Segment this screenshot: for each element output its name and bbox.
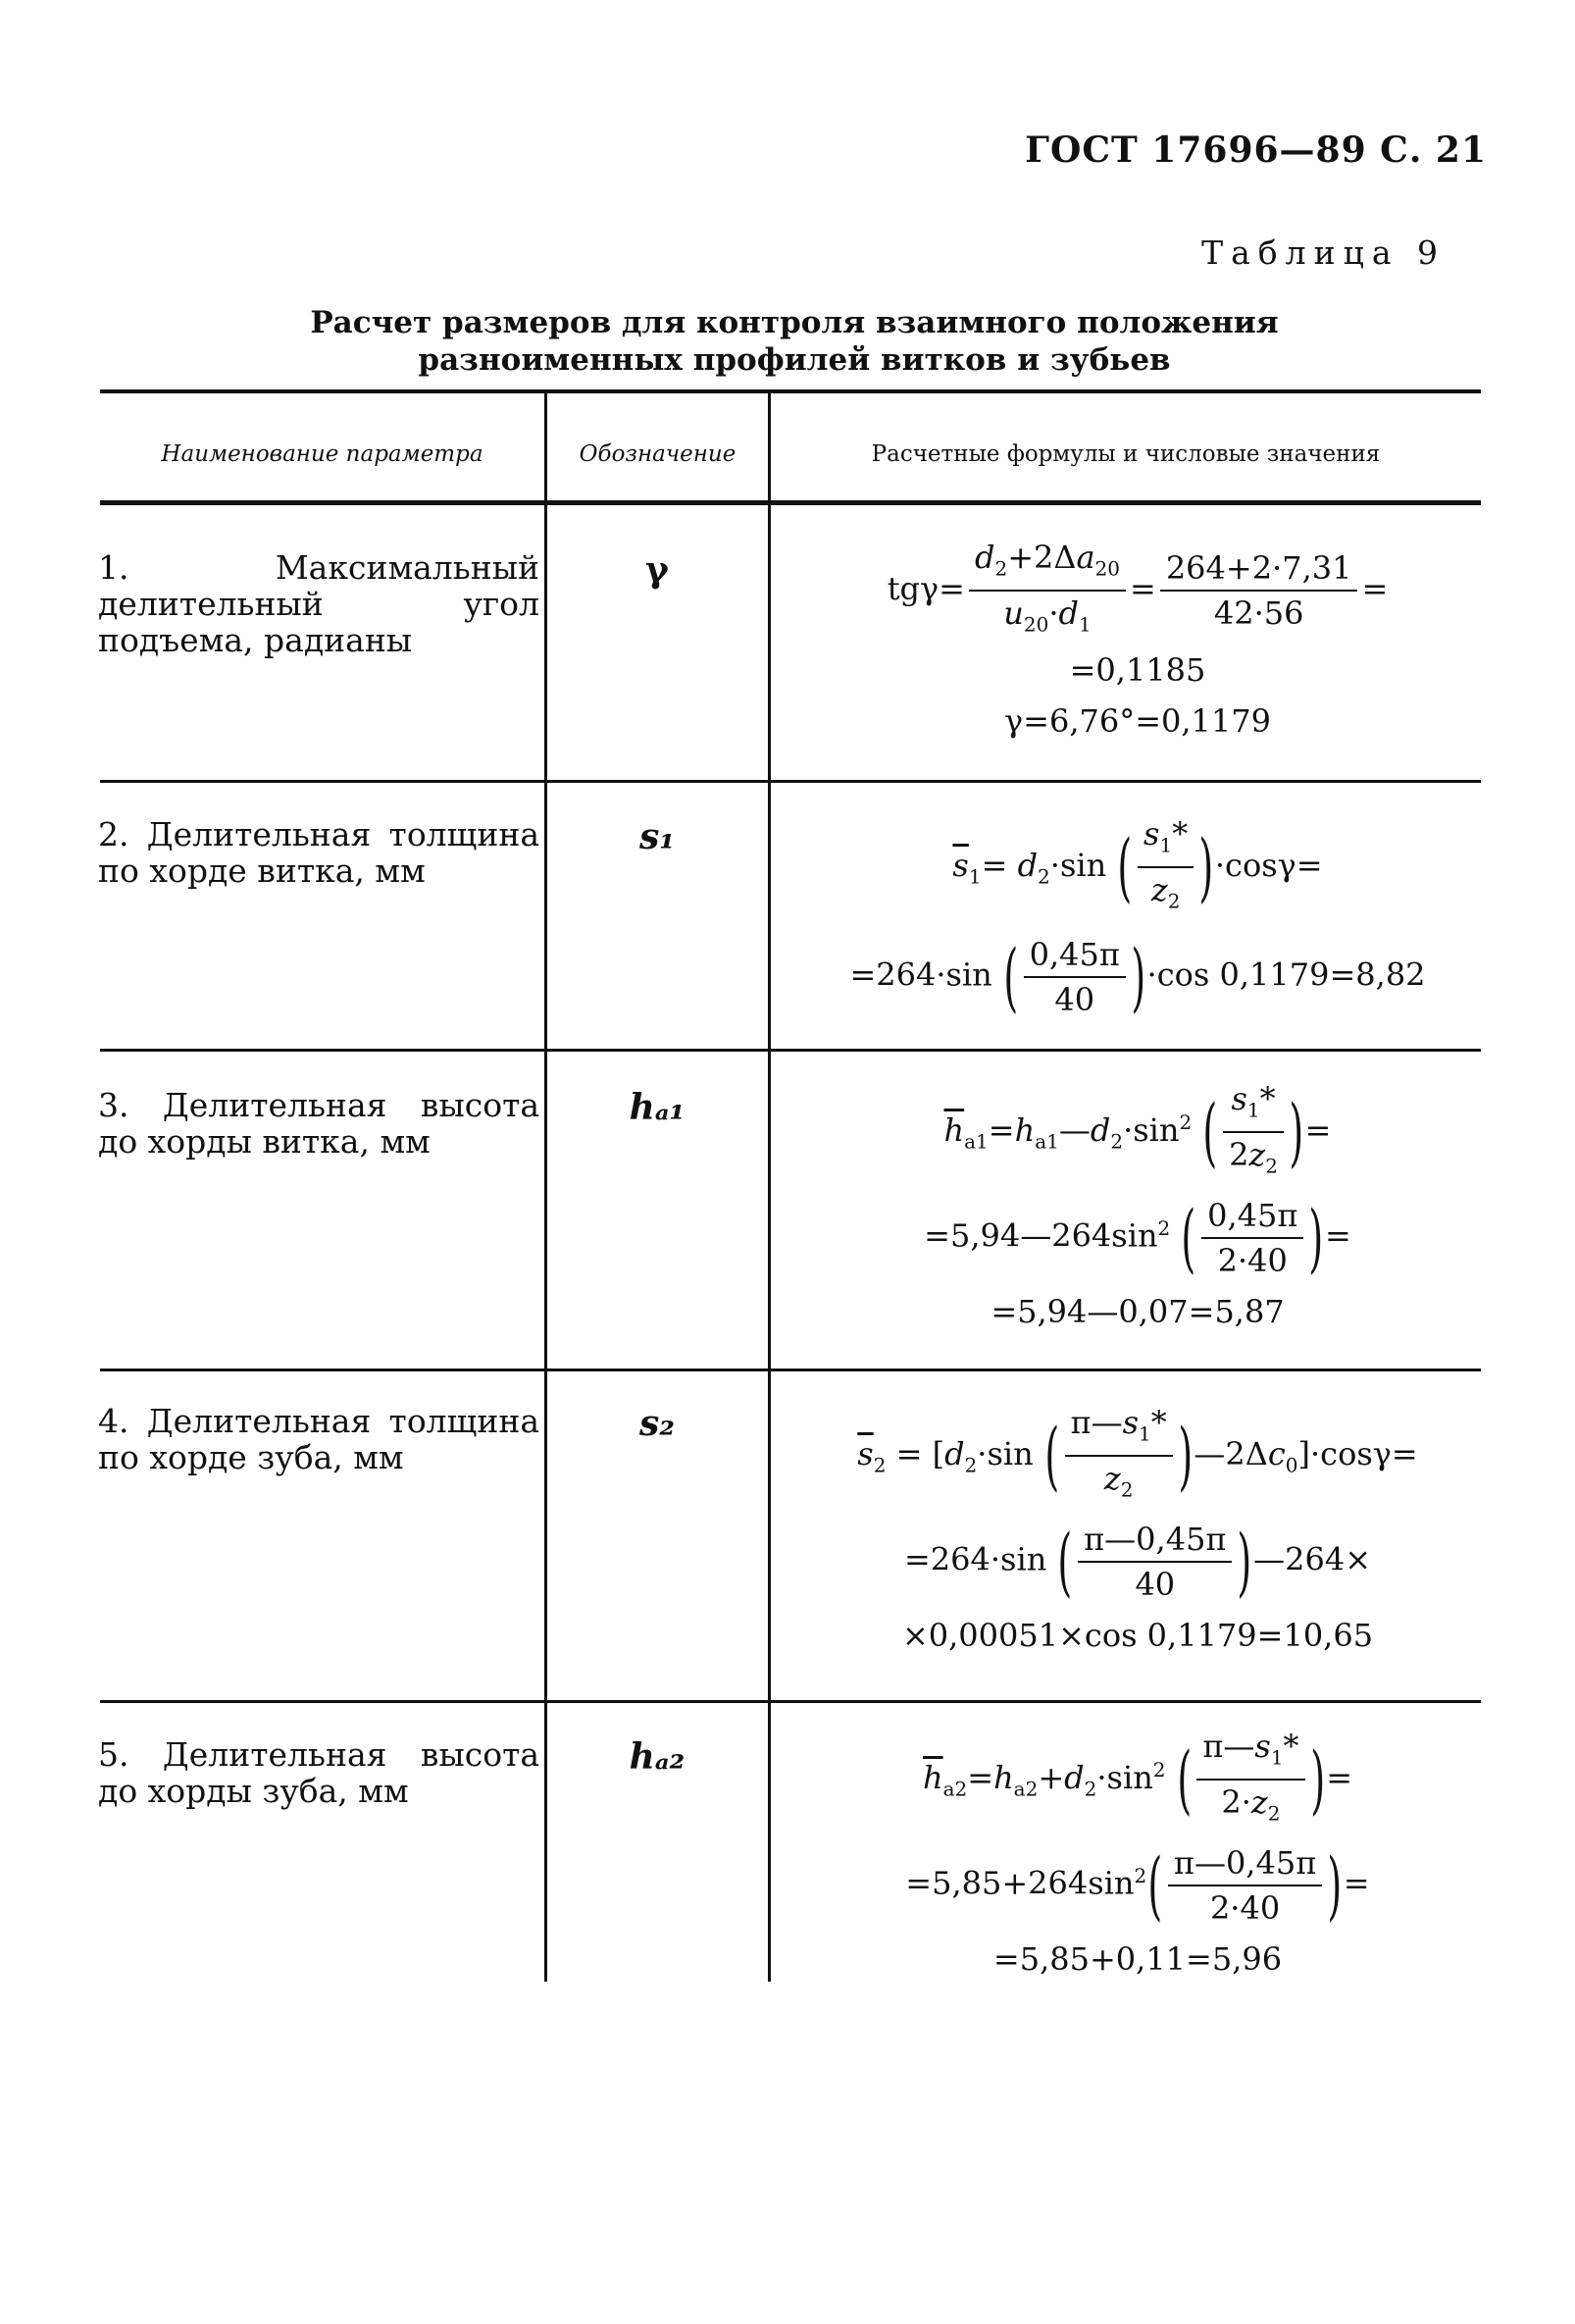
column-header-name: Наименование параметра [161, 441, 483, 467]
row-5-formula: $\overline{h}_{a2}=h_{a2}+d_2\cdot\sin^2$ ( $\frac{\pi—s_1*}{2\cdot z_2}$ )= $=5,85+264\sin^2$( $\frac{\pi—0,45\pi}{2\cdot 40}$ )= =5,85+0,11=5,96 [775, 1727, 1500, 1979]
row-divider [100, 1049, 1481, 1052]
page-header: ГОСТ 17696—89 С. 21 [1025, 129, 1487, 171]
row-1-symbol: γ [645, 549, 669, 591]
column-header-symbol: Обозначение [579, 441, 737, 467]
table-title-line2: разноименных профилей витков и зубьев [418, 342, 1171, 378]
row-3-symbol: hₐ₁ [629, 1087, 686, 1128]
row-3-result: =5,94—0,07=5,87 [991, 1292, 1285, 1330]
row-4-formula: $\overline{s}_2 = [d_2\cdot\sin$ ( $\frac{\pi—s_1*}{z_2}$ )$—2\Delta c_0]\cdot\cos\gamma=$ =264·sin ( $\frac{\pi—0,45\pi}{40}$ )—264× ×0,00051×cos 0,1179=10,65 [775, 1403, 1500, 1655]
row-2-formula: $\overline{s}_1= d_2\cdot\sin$ ( $\frac{s_1*}{z_2}$ )·cosγ= =264·sin ( $\frac{0,45\pi}{40}$ )·cos 0,1179=8,82 [849, 815, 1426, 1020]
row-1-name: 1. Максимальный делительный угол подъема, радианы [98, 548, 539, 659]
row-5-name: 5. Делительная высота до хорды зуба, мм [98, 1735, 539, 1810]
row-4-name: 4. Делительная толщина по хорде зуба, мм [98, 1402, 539, 1476]
row-divider [100, 780, 1481, 783]
header-bottom-rule [100, 500, 1481, 505]
row-1-formula: tgγ= $\frac{d_2+2\Delta a_{20}}{u_{20}\cdot d_1}$ = $\frac{264+2\cdot 7,31}{42\cdot 56}$ = =0,1185 γ=6,76°=0,1179 [775, 538, 1500, 741]
column-header-formula: Расчетные формулы и числовые значения [871, 441, 1381, 467]
row-1-result-2: γ=6,76°=0,1179 [1004, 701, 1271, 740]
row-divider [100, 1369, 1481, 1371]
row-4-result: ×0,00051×cos 0,1179=10,65 [901, 1616, 1374, 1654]
row-4-symbol: s₂ [638, 1403, 676, 1444]
row-2-result: ·cos 0,1179=8,82 [1146, 955, 1426, 994]
row-5-symbol: hₐ₂ [629, 1736, 686, 1778]
table-label: Таблица 9 [1201, 233, 1446, 272]
row-5-result: =5,85+0,11=5,96 [992, 1939, 1283, 1978]
column-divider [768, 392, 771, 1982]
table-title-line1: Расчет размеров для контроля взаимного положения [310, 305, 1279, 340]
row-2-name: 2. Делительная толщина по хорде витка, мм [98, 815, 539, 890]
row-3-formula: $\overline{h}_{a1}=h_{a1}—d_2\cdot\sin^2$ ( $\frac{s_1*}{2z_2}$ )= $=5,94—264\sin^2$ ( $\frac{0,45\pi}{2\cdot 40}$ )= =5,94—0,07=5,87 [775, 1079, 1500, 1331]
table-title [98, 304, 1491, 379]
row-divider [100, 1700, 1481, 1703]
row-3-name: 3. Делительная высота до хорды витка, мм [98, 1086, 539, 1161]
table-top-rule [100, 389, 1481, 393]
row-2-symbol: s₁ [638, 816, 676, 857]
row-1-result-1: =0,1185 [1069, 650, 1206, 689]
column-divider [544, 392, 547, 1982]
